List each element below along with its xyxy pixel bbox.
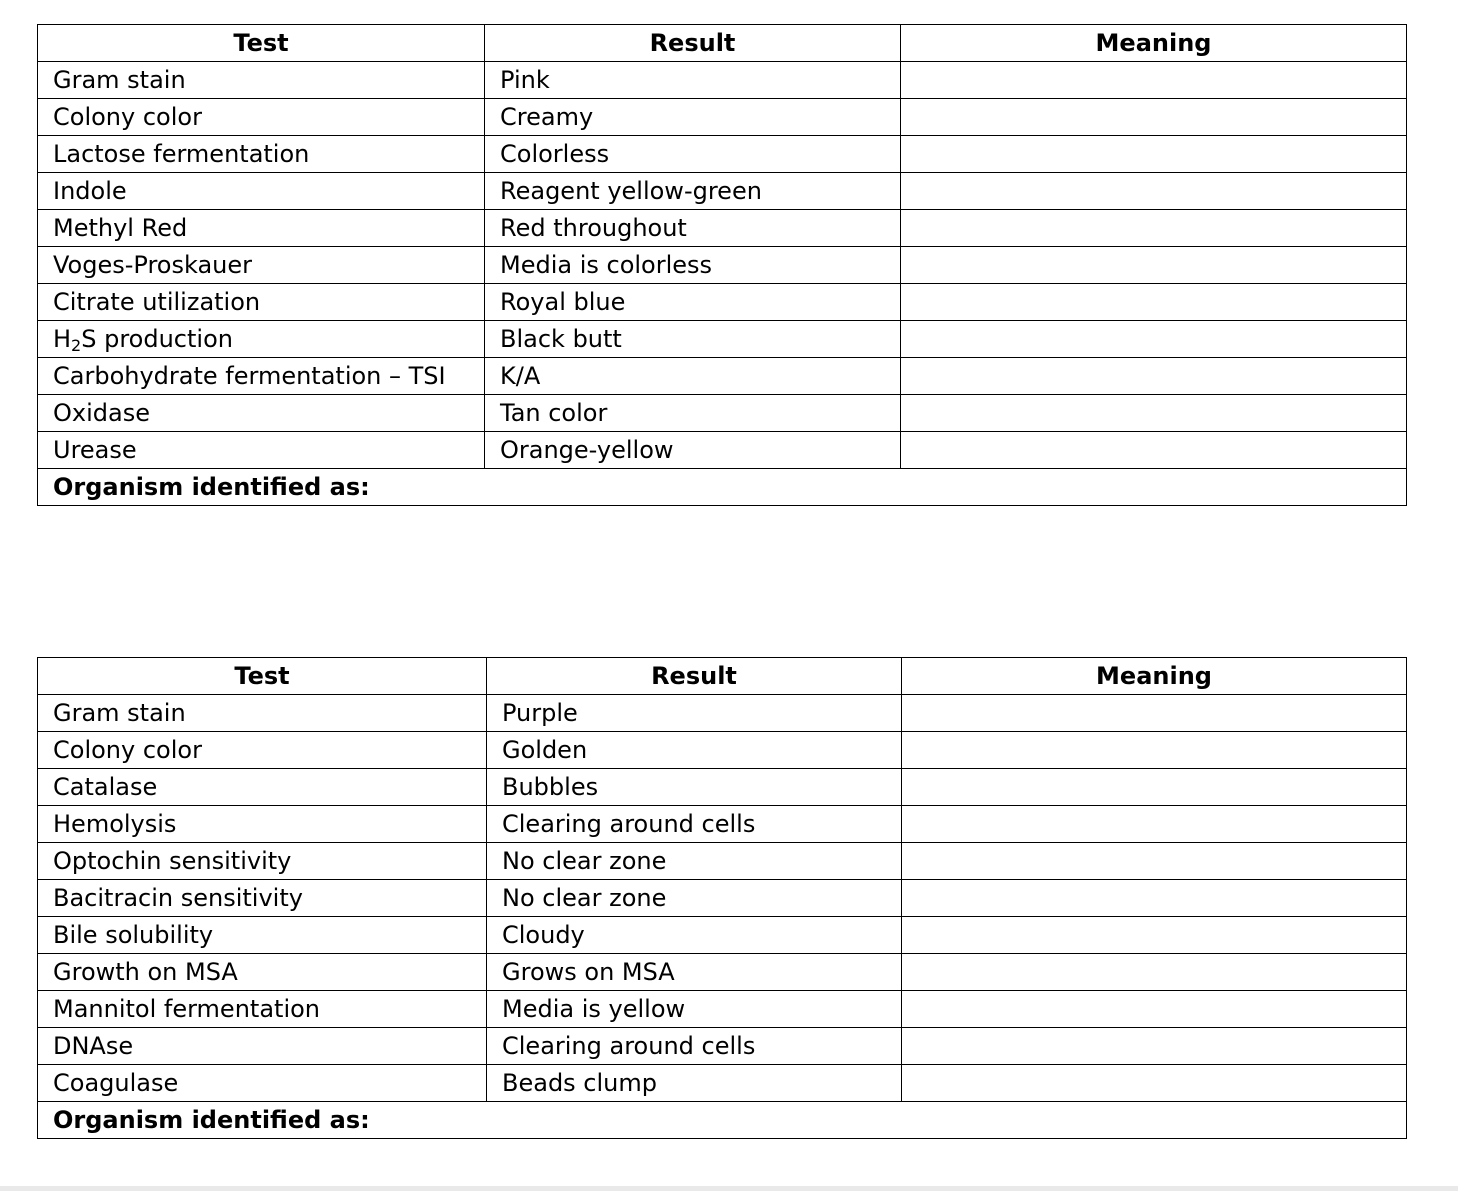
meaning-cell[interactable] — [901, 136, 1407, 173]
meaning-cell[interactable] — [901, 358, 1407, 395]
test-cell: Voges-Proskauer — [38, 247, 485, 284]
result-cell: Grows on MSA — [487, 954, 902, 991]
meaning-cell[interactable] — [902, 880, 1407, 917]
test-cell: Hemolysis — [38, 806, 487, 843]
result-cell: Cloudy — [487, 917, 902, 954]
test-cell — [38, 321, 485, 358]
meaning-cell[interactable] — [901, 247, 1407, 284]
test-cell: Mannitol fermentation — [38, 991, 487, 1028]
table-row — [38, 395, 1407, 432]
result-cell: No clear zone — [487, 843, 902, 880]
header-test: Test — [38, 658, 487, 695]
meaning-cell[interactable] — [901, 173, 1407, 210]
result-cell: Black butt — [485, 321, 901, 358]
test-suffix: S production — [81, 325, 233, 353]
test-cell: Bacitracin sensitivity — [38, 880, 487, 917]
table-row — [38, 1028, 1407, 1065]
meaning-cell[interactable] — [902, 1028, 1407, 1065]
meaning-cell[interactable] — [902, 806, 1407, 843]
footer-row — [38, 469, 1407, 506]
header-row — [38, 25, 1407, 62]
page-bottom-edge — [0, 1186, 1458, 1191]
meaning-cell[interactable] — [902, 732, 1407, 769]
test-cell: Methyl Red — [38, 210, 485, 247]
result-cell: Royal blue — [485, 284, 901, 321]
result-cell: Media is colorless — [485, 247, 901, 284]
result-cell: Tan color — [485, 395, 901, 432]
meaning-cell[interactable] — [902, 843, 1407, 880]
result-cell: No clear zone — [487, 880, 902, 917]
meaning-cell[interactable] — [902, 1065, 1407, 1102]
header-result: Result — [487, 658, 902, 695]
meaning-cell[interactable] — [901, 284, 1407, 321]
organism-identified-field[interactable]: Organism identified as: — [38, 1102, 1407, 1139]
table-row — [38, 284, 1407, 321]
meaning-cell[interactable] — [902, 991, 1407, 1028]
meaning-cell[interactable] — [901, 395, 1407, 432]
result-cell: Beads clump — [487, 1065, 902, 1102]
meaning-cell[interactable] — [901, 210, 1407, 247]
meaning-cell[interactable] — [901, 62, 1407, 99]
test-prefix: H — [53, 325, 72, 353]
test-cell: Gram stain — [38, 62, 485, 99]
table-row — [38, 247, 1407, 284]
result-cell: Media is yellow — [487, 991, 902, 1028]
test-cell: Indole — [38, 173, 485, 210]
meaning-cell[interactable] — [902, 695, 1407, 732]
result-cell: Creamy — [485, 99, 901, 136]
organism-identified-field[interactable]: Organism identified as: — [38, 469, 1407, 506]
result-cell: Purple — [487, 695, 902, 732]
test-cell: Citrate utilization — [38, 284, 485, 321]
test-cell: Colony color — [38, 732, 487, 769]
table-row — [38, 732, 1407, 769]
test-cell: Gram stain — [38, 695, 487, 732]
test-cell: Colony color — [38, 99, 485, 136]
result-cell: Bubbles — [487, 769, 902, 806]
footer-row — [38, 1102, 1407, 1139]
result-cell: Golden — [487, 732, 902, 769]
table-row — [38, 695, 1407, 732]
table-row — [38, 173, 1407, 210]
result-cell: K/A — [485, 358, 901, 395]
meaning-cell[interactable] — [902, 954, 1407, 991]
table-row — [38, 62, 1407, 99]
table-row — [38, 358, 1407, 395]
meaning-cell[interactable] — [901, 432, 1407, 469]
lab-results-table-1 — [37, 24, 1407, 506]
table-row — [38, 806, 1407, 843]
meaning-cell[interactable] — [902, 917, 1407, 954]
meaning-cell[interactable] — [901, 321, 1407, 358]
test-cell: Optochin sensitivity — [38, 843, 487, 880]
test-cell: Bile solubility — [38, 917, 487, 954]
header-meaning: Meaning — [902, 658, 1407, 695]
meaning-cell[interactable] — [901, 99, 1407, 136]
table-row — [38, 954, 1407, 991]
header-test: Test — [38, 25, 485, 62]
header-row — [38, 658, 1407, 695]
test-cell: DNAse — [38, 1028, 487, 1065]
result-cell: Clearing around cells — [487, 1028, 902, 1065]
result-cell: Orange-yellow — [485, 432, 901, 469]
header-result: Result — [485, 25, 901, 62]
table-row — [38, 917, 1407, 954]
meaning-cell[interactable] — [902, 769, 1407, 806]
table-row — [38, 210, 1407, 247]
table-row — [38, 1065, 1407, 1102]
test-cell: Growth on MSA — [38, 954, 487, 991]
test-subscript: 2 — [71, 336, 82, 355]
table-row — [38, 880, 1407, 917]
table-row — [38, 321, 1407, 358]
result-cell: Colorless — [485, 136, 901, 173]
table-row — [38, 843, 1407, 880]
lab-results-table-2 — [37, 657, 1407, 1139]
test-cell: Urease — [38, 432, 485, 469]
test-cell: Lactose fermentation — [38, 136, 485, 173]
result-cell: Clearing around cells — [487, 806, 902, 843]
header-meaning: Meaning — [901, 25, 1407, 62]
test-cell: Coagulase — [38, 1065, 487, 1102]
result-cell: Pink — [485, 62, 901, 99]
table-row — [38, 432, 1407, 469]
table-row — [38, 136, 1407, 173]
test-cell: Carbohydrate fermentation – TSI — [38, 358, 485, 395]
result-cell: Red throughout — [485, 210, 901, 247]
test-cell: Oxidase — [38, 395, 485, 432]
test-cell: Catalase — [38, 769, 487, 806]
table-row — [38, 991, 1407, 1028]
result-cell: Reagent yellow-green — [485, 173, 901, 210]
table-row — [38, 769, 1407, 806]
table-row — [38, 99, 1407, 136]
